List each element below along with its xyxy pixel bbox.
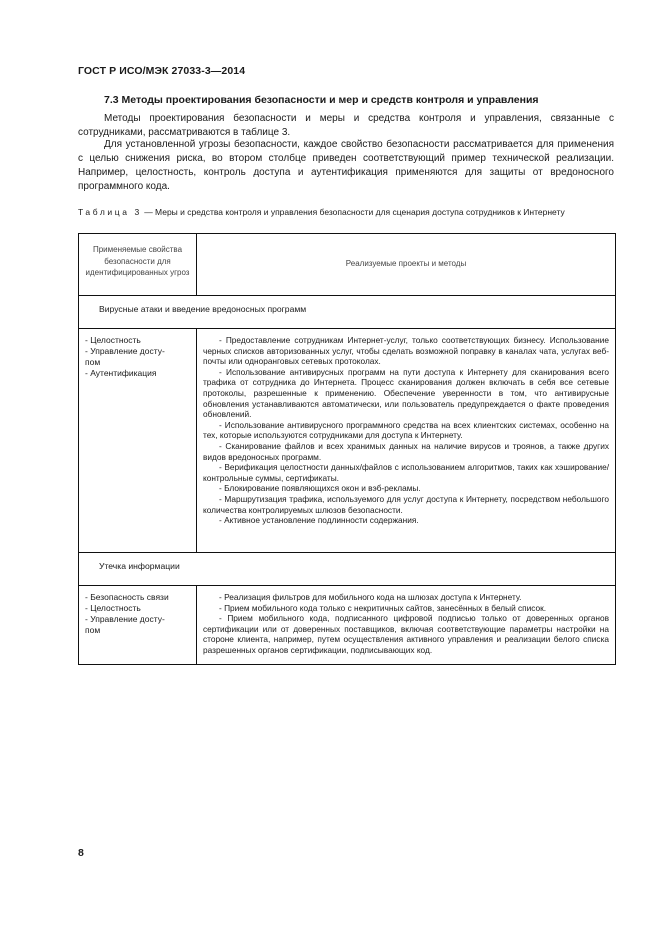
measure-item: - Использование антивирусных программ на пути доступа к Интернету для сканирования всего трафика от сотрудника до Интернета. Процесс сканирования должен включать в себя все сетевые протоколы, разрешенные к применению. Обеспечение уверенности в том, что антивирусные обновления устанавливаются автоматически, или пользователь предупреждается о факте проведения обновлений. [203, 366, 609, 420]
measure-item: - Маршрутизация трафика, используемого для услуг доступа к Интернету, посредством небольшого количества контролируемых шлюзов безопасности. [203, 493, 609, 515]
threats-cell [79, 586, 197, 665]
paragraph-2: Для установленной угрозы безопасности, каждое свойство безопасности рассматривается для применения с целью снижения риска, во втором столбце приведен соответствующий пример технической реализации. Например, целостность, контроль доступа и аутентификация применяются для защиты от вредоносного программного кода. [78, 139, 614, 192]
table-caption [78, 206, 616, 218]
table-header-row [79, 234, 616, 296]
measure-item: - Предоставление сотрудникам Интернет-услуг, только соответствующих бизнесу. Использование черных списков авторизованных услуг, чтобы сделать возможной поправку в каналах чата, услугах веб-почты или одноранговых сетевых протоколах. [203, 335, 609, 367]
page-number: 8 [78, 847, 84, 859]
table-section-row [79, 296, 616, 329]
measures-cell [197, 586, 616, 665]
measure-item: - Реализация фильтров для мобильного кода на шлюзах доступа к Интернету. [219, 592, 522, 602]
column-header-properties: Применяемые свойства безопасности для идентифицированных угроз [79, 234, 197, 296]
section-title: 7.3 Методы проектирования безопасности и мер и средств контроля и управления [104, 94, 539, 106]
threat-item: - Целостность [85, 335, 141, 345]
measure-item: - Использование антивирусного программного средства на всех клиентских системах, особенно на тех, которые используются сотрудниками для доступа к Интернету. [203, 419, 609, 441]
measure-item: - Блокирование появляющихся окон и вэб-рекламы. [219, 483, 421, 494]
security-controls-table [78, 233, 616, 665]
table-caption-label: Таблица 3 [78, 207, 142, 217]
table-section-label: Вирусные атаки и введение вредоносных программ [79, 296, 616, 329]
column-header-methods: Реализуемые проекты и методы [197, 234, 616, 296]
table-section-label: Утечка информации [79, 553, 616, 586]
table-caption-text: — Меры и средства контроля и управления безопасности для сценария доступа сотрудников к Интернету [141, 207, 565, 217]
threat-item: - Аутентификация [85, 368, 157, 378]
measure-item: - Активное установление подлинности содержания. [219, 515, 419, 526]
table-row [79, 586, 616, 665]
threat-item: - Управление досту- [85, 346, 165, 356]
measure-item: - Прием мобильного кода только с некритичных сайтов, занесённых в белый список. [219, 602, 547, 613]
threat-item: - Безопасность связи [85, 592, 169, 602]
measure-item: - Прием мобильного кода, подписанного цифровой подписью только от доверенных органов сертификации или от доверенных поставщиков, включая соответствующие параметры настройки на стороне клиента, например, путем осуществления активного управления и реализации белого списка разрешенных органов сертификации, подписывающих код. [203, 613, 609, 655]
threat-item: пом [85, 357, 101, 367]
threat-item: - Целостность [85, 603, 141, 613]
paragraph-1: Методы проектирования безопасности и меры и средства контроля и управления, связанные с сотрудниками, рассматриваются в таблице 3. [78, 113, 614, 138]
measure-item: - Сканирование файлов и всех хранимых данных на наличие вирусов и троянов, а также других видов вредоносных программ. [203, 440, 609, 462]
threat-item: пом [85, 625, 101, 635]
measure-item: - Верификация целостности данных/файлов с использованием алгоритмов, таких как хэширование/контрольные суммы, сертификаты. [203, 462, 609, 483]
threat-item: - Управление досту- [85, 614, 165, 624]
table-row [79, 329, 616, 553]
threats-cell [79, 329, 197, 553]
document-header: ГОСТ Р ИСО/МЭК 27033-3—2014 [78, 65, 246, 77]
table-section-row [79, 553, 616, 586]
measures-cell [197, 329, 616, 553]
